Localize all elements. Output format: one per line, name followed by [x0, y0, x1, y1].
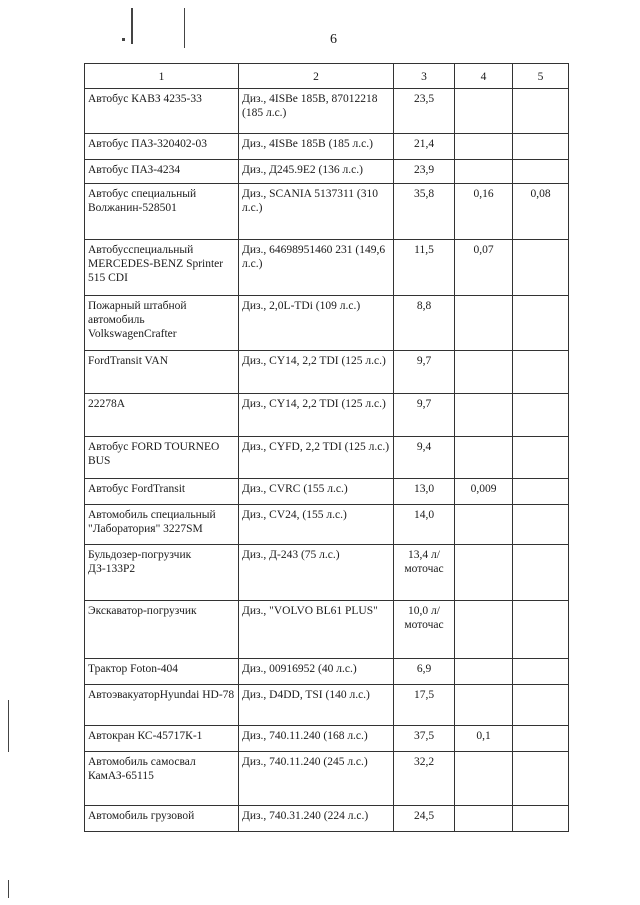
- table-row: [85, 134, 569, 160]
- value-col4: [455, 296, 513, 351]
- scan-mark: [8, 700, 9, 752]
- value-col5: [513, 659, 569, 685]
- vehicle-name: FordTransit VAN: [85, 351, 239, 394]
- value-col4: [455, 89, 513, 134]
- engine-spec: Диз., CY14, 2,2 TDI (125 л.с.): [239, 351, 394, 394]
- engine-spec: Диз., 740.11.240 (245 л.с.): [239, 752, 394, 806]
- value-col4: [455, 601, 513, 659]
- value-col3: 23,9: [394, 160, 455, 184]
- vehicle-name: Автомобиль грузовой: [85, 806, 239, 832]
- value-col3: 11,5: [394, 240, 455, 296]
- value-col4: [455, 659, 513, 685]
- value-col4: [455, 351, 513, 394]
- vehicle-name: Пожарный штабной автомобиль VolkswagenCrafter: [85, 296, 239, 351]
- engine-spec: Диз., SCANIA 5137311 (310 л.с.): [239, 184, 394, 240]
- value-col5: [513, 394, 569, 437]
- value-col3: 14,0: [394, 505, 455, 545]
- engine-spec: Диз., 740.11.240 (168 л.с.): [239, 726, 394, 752]
- value-col5: [513, 806, 569, 832]
- table-row: [85, 505, 569, 545]
- value-col5: [513, 240, 569, 296]
- scan-mark: [184, 8, 185, 48]
- value-col3: 9,7: [394, 394, 455, 437]
- value-col4: [455, 437, 513, 479]
- table-row: [85, 545, 569, 601]
- value-col5: [513, 505, 569, 545]
- engine-spec: Диз., "VOLVO BL61 PLUS": [239, 601, 394, 659]
- table-row: [85, 659, 569, 685]
- table-row: [85, 160, 569, 184]
- engine-spec: Диз., Д245.9Е2 (136 л.с.): [239, 160, 394, 184]
- column-header: 5: [513, 64, 569, 89]
- value-col5: [513, 685, 569, 726]
- value-col3: 21,4: [394, 134, 455, 160]
- vehicle-name: Автобус FordTransit: [85, 479, 239, 505]
- value-col4: [455, 160, 513, 184]
- value-col5: [513, 296, 569, 351]
- table-row: [85, 685, 569, 726]
- vehicle-name: Автобус FORD TOURNEO BUS: [85, 437, 239, 479]
- engine-spec: Диз., 4ISBe 185B, 87012218 (185 л.с.): [239, 89, 394, 134]
- value-col4: [455, 685, 513, 726]
- value-col4: [455, 505, 513, 545]
- table-row: [85, 437, 569, 479]
- column-header: 1: [85, 64, 239, 89]
- table-row: [85, 394, 569, 437]
- value-col5: [513, 134, 569, 160]
- value-col4: [455, 134, 513, 160]
- vehicle-fuel-table: [84, 63, 569, 832]
- scan-mark: [8, 880, 9, 898]
- table-row: [85, 351, 569, 394]
- engine-spec: Диз., D4DD, TSI (140 л.с.): [239, 685, 394, 726]
- value-col5: [513, 89, 569, 134]
- page-number: 6: [330, 32, 337, 47]
- value-col5: [513, 545, 569, 601]
- table-row: [85, 479, 569, 505]
- value-col5: [513, 726, 569, 752]
- table-row: [85, 806, 569, 832]
- engine-spec: Диз., CV24, (155 л.с.): [239, 505, 394, 545]
- value-col5: [513, 752, 569, 806]
- value-col5: 0,08: [513, 184, 569, 240]
- value-col3: 23,5: [394, 89, 455, 134]
- value-col3: 13,4 л/моточас: [394, 545, 455, 601]
- vehicle-name: Автокран КС-45717К-1: [85, 726, 239, 752]
- table-row: [85, 752, 569, 806]
- value-col3: 10,0 л/моточас: [394, 601, 455, 659]
- value-col3: 37,5: [394, 726, 455, 752]
- table-row: [85, 296, 569, 351]
- value-col4: 0,16: [455, 184, 513, 240]
- column-header: 3: [394, 64, 455, 89]
- value-col3: 13,0: [394, 479, 455, 505]
- scan-mark: [122, 38, 125, 41]
- engine-spec: Диз., Д-243 (75 л.с.): [239, 545, 394, 601]
- vehicle-name: Бульдозер-погрузчик ДЗ-133Р2: [85, 545, 239, 601]
- table-row: [85, 601, 569, 659]
- value-col3: 35,8: [394, 184, 455, 240]
- table-row: [85, 726, 569, 752]
- table-row: [85, 89, 569, 134]
- engine-spec: Диз., 00916952 (40 л.с.): [239, 659, 394, 685]
- value-col3: 24,5: [394, 806, 455, 832]
- value-col5: [513, 601, 569, 659]
- value-col4: 0,07: [455, 240, 513, 296]
- vehicle-name: Трактор Foton-404: [85, 659, 239, 685]
- column-header: 4: [455, 64, 513, 89]
- engine-spec: Диз., 64698951460 231 (149,6 л.с.): [239, 240, 394, 296]
- column-header: 2: [239, 64, 394, 89]
- vehicle-name: 22278A: [85, 394, 239, 437]
- vehicle-name: Автобус ПАЗ-320402-03: [85, 134, 239, 160]
- vehicle-name: Автобус специальный Волжанин-528501: [85, 184, 239, 240]
- value-col4: 0,1: [455, 726, 513, 752]
- table-row: [85, 184, 569, 240]
- value-col4: 0,009: [455, 479, 513, 505]
- value-col4: [455, 752, 513, 806]
- value-col3: 6,9: [394, 659, 455, 685]
- engine-spec: Диз., CYFD, 2,2 TDI (125 л.с.): [239, 437, 394, 479]
- vehicle-name: Автомобиль специальный "Лаборатория" 3227SM: [85, 505, 239, 545]
- vehicle-name: Автобус ПАЗ-4234: [85, 160, 239, 184]
- value-col5: [513, 160, 569, 184]
- value-col4: [455, 806, 513, 832]
- value-col5: [513, 351, 569, 394]
- engine-spec: Диз., 2,0L-TDi (109 л.с.): [239, 296, 394, 351]
- scan-mark: [131, 8, 133, 44]
- value-col5: [513, 437, 569, 479]
- value-col4: [455, 394, 513, 437]
- engine-spec: Диз., 740.31.240 (224 л.с.): [239, 806, 394, 832]
- value-col4: [455, 545, 513, 601]
- value-col5: [513, 479, 569, 505]
- value-col3: 32,2: [394, 752, 455, 806]
- vehicle-name: Автобус КАВЗ 4235-33: [85, 89, 239, 134]
- table-header-row: [85, 64, 569, 89]
- engine-spec: Диз., 4ISBe 185B (185 л.с.): [239, 134, 394, 160]
- vehicle-name: Автобусспециальный MERCEDES-BENZ Sprinter 515 CDI: [85, 240, 239, 296]
- vehicle-name: Экскаватор-погрузчик: [85, 601, 239, 659]
- value-col3: 8,8: [394, 296, 455, 351]
- value-col3: 9,7: [394, 351, 455, 394]
- engine-spec: Диз., CY14, 2,2 TDI (125 л.с.): [239, 394, 394, 437]
- vehicle-name: АвтоэвакуаторHyundai HD-78: [85, 685, 239, 726]
- table-row: [85, 240, 569, 296]
- engine-spec: Диз., CVRC (155 л.с.): [239, 479, 394, 505]
- value-col3: 9,4: [394, 437, 455, 479]
- vehicle-name: Автомобиль самосвал КамАЗ-65115: [85, 752, 239, 806]
- value-col3: 17,5: [394, 685, 455, 726]
